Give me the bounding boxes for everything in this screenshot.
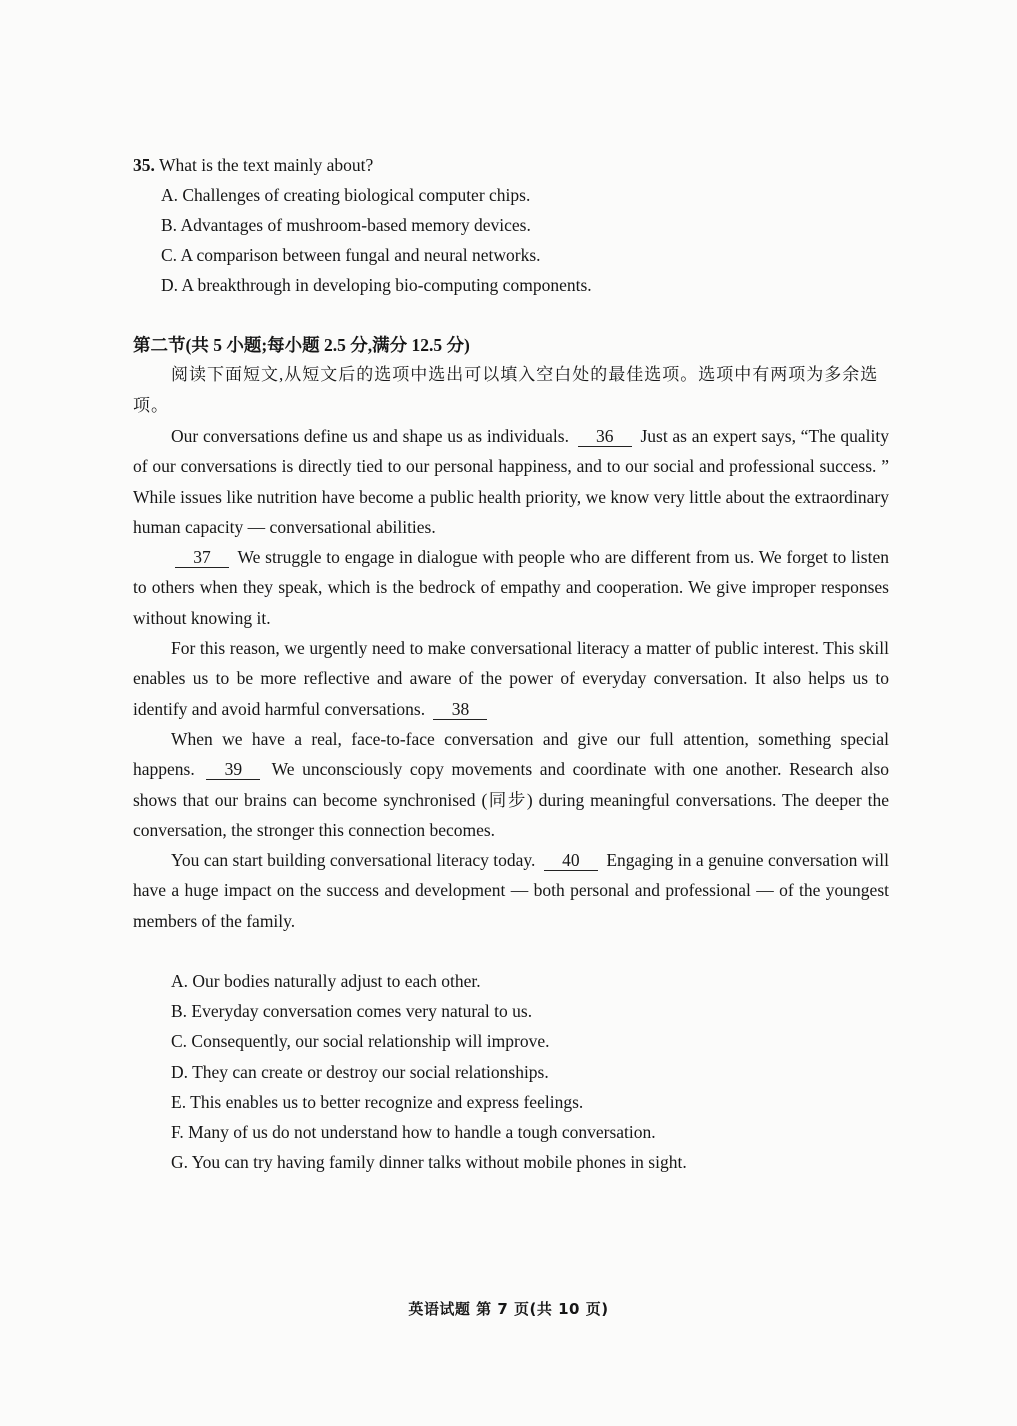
choice-b: B. Everyday conversation comes very natural to us. bbox=[171, 1001, 533, 1022]
p4-text-after: We unconsciously copy movements and coordinate with one another. Research also shows that our brains can become synchronised (同步) during meaningful conversations. The deeper the conversation, the stronger this connection becomes. bbox=[133, 759, 890, 840]
blank-39: 39 bbox=[206, 760, 260, 780]
option-c: C. A comparison between fungal and neural networks. bbox=[161, 245, 541, 265]
option-b: B. Advantages of mushroom-based memory devices. bbox=[161, 215, 531, 235]
passage-paragraph-1 bbox=[133, 421, 889, 542]
choice-e: E. This enables us to better recognize and express feelings. bbox=[171, 1091, 584, 1112]
question-35-options bbox=[133, 180, 889, 300]
question-35-stem bbox=[133, 150, 889, 180]
p1-text-after: Just as an expert says, “The quality of our conversations is directly tied to our personal happiness, and to our social and professional success. ” While issues like nutrition have become a public health priority, we know very little about the extraordinary human capacity — conversational abilities. bbox=[133, 426, 889, 537]
choice-g: G. You can try having family dinner talks without mobile phones in sight. bbox=[171, 1152, 687, 1173]
choice-d: D. They can create or destroy our social relationships. bbox=[171, 1061, 549, 1082]
p3-text-before: For this reason, we urgently need to make conversational literacy a matter of public interest. This skill enables us to be more reflective and aware of the power of everyday conversation. It also helps us to identify and avoid harmful conversations. bbox=[133, 638, 889, 719]
section-heading bbox=[133, 330, 889, 360]
p5-text-before: You can start building conversational literacy today. bbox=[171, 850, 536, 871]
passage-paragraph-5 bbox=[133, 845, 889, 936]
option-a: A. Challenges of creating biological computer chips. bbox=[161, 185, 531, 205]
choice-f: F. Many of us do not understand how to handle a tough conversation. bbox=[171, 1122, 656, 1143]
exam-page bbox=[133, 150, 889, 1177]
passage-paragraph-4 bbox=[133, 724, 889, 845]
blank-38: 38 bbox=[433, 700, 487, 720]
choice-c: C. Consequently, our social relationship will improve. bbox=[171, 1031, 550, 1052]
passage-paragraph-3 bbox=[133, 633, 889, 724]
question-number: 35. bbox=[133, 155, 155, 175]
option-d: D. A breakthrough in developing bio-computing components. bbox=[161, 275, 592, 295]
blank-37: 37 bbox=[175, 548, 229, 568]
p4-text-before: When we have a real, face-to-face conversation and give our full attention, something special happens. bbox=[133, 728, 889, 780]
blank-36: 36 bbox=[578, 427, 632, 447]
blank-40: 40 bbox=[544, 851, 598, 871]
section-directions: 阅读下面短文,从短文后的选项中选出可以填入空白处的最佳选项。选项中有两项为多余选项。 bbox=[133, 365, 879, 415]
page-footer: 英语试题 第 7 页(共 10 页) bbox=[408, 1300, 609, 1318]
passage-paragraph-2 bbox=[133, 542, 889, 633]
question-text: What is the text mainly about? bbox=[158, 155, 374, 175]
choice-a: A. Our bodies naturally adjust to each other. bbox=[171, 971, 481, 992]
p5-text-after: Engaging in a genuine conversation will have a huge impact on the success and development — both personal and professional — of the youngest members of the family. bbox=[133, 850, 890, 931]
p1-text-before: Our conversations define us and shape us as individuals. bbox=[171, 426, 569, 446]
section-title: 第二节(共 5 小题;每小题 2.5 分,满分 12.5 分) bbox=[133, 335, 470, 355]
p2-text-after: We struggle to engage in dialogue with people who are different from us. We forget to listen to others when they speak, which is the bedrock of empathy and cooperation. We give improper responses without knowing it. bbox=[133, 547, 889, 628]
answer-choices bbox=[133, 966, 889, 1177]
